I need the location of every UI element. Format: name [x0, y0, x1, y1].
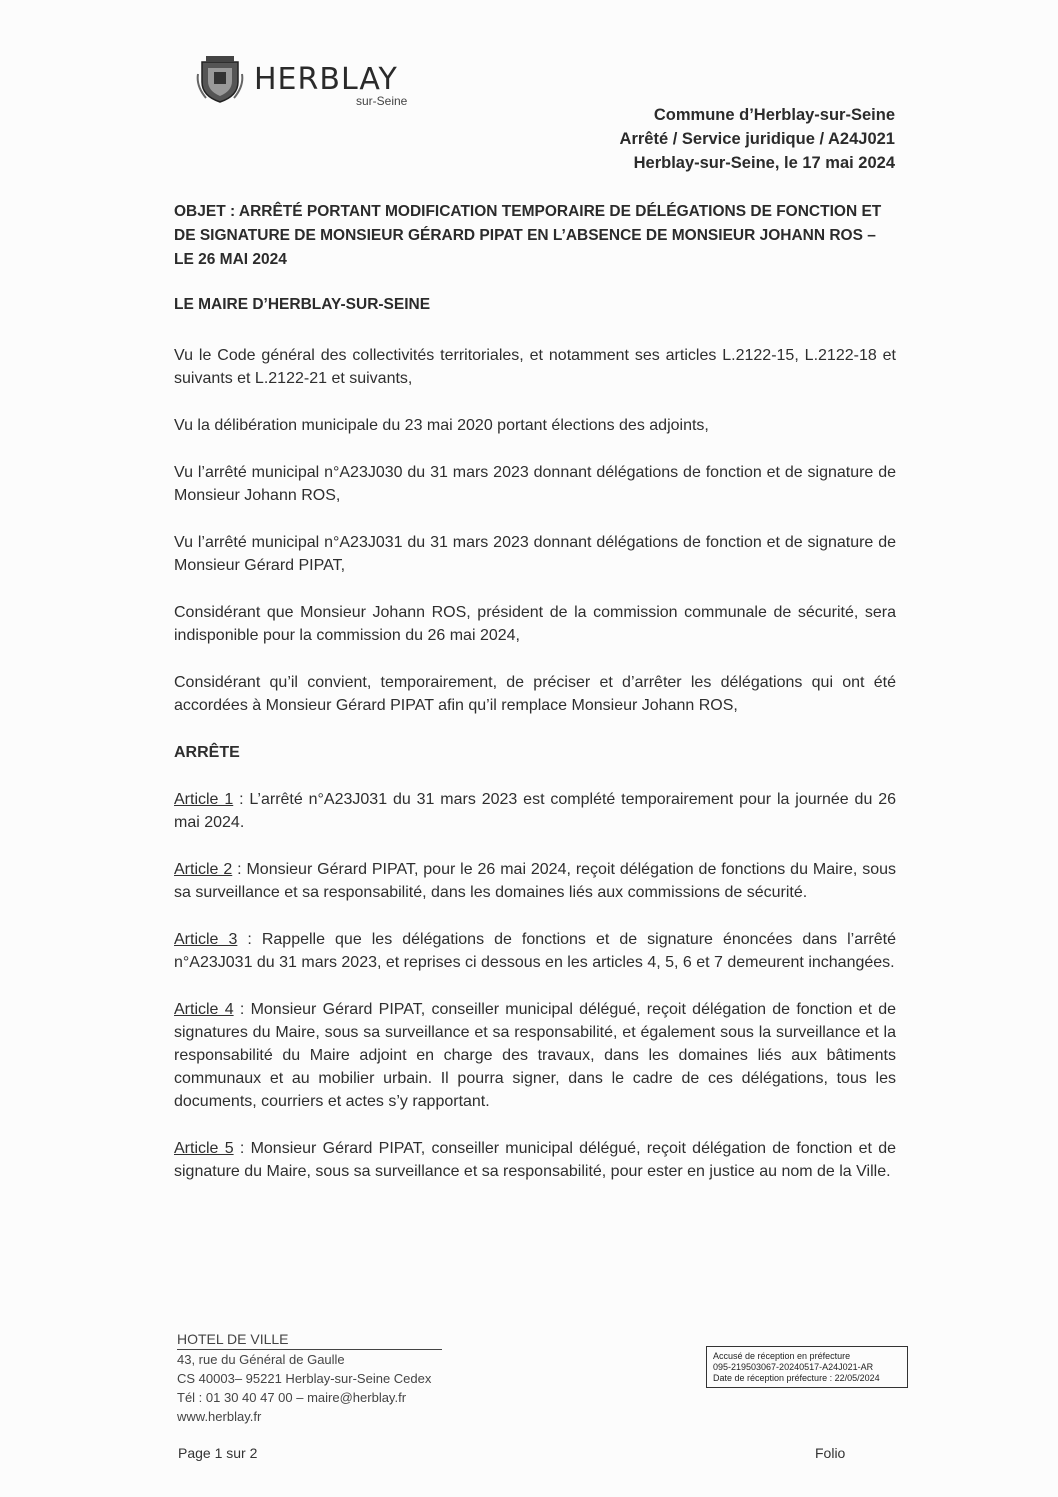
contact-line: Tél : 01 30 40 47 00 – maire@herblay.fr [177, 1390, 407, 1405]
article-paragraph [174, 1137, 896, 1183]
logo-name: HERBLAY [254, 62, 398, 97]
article-label: Article 5 [174, 1140, 234, 1157]
address-line: 43, rue du Général de Gaulle [177, 1352, 345, 1367]
article-paragraph [174, 858, 896, 904]
considerant-paragraph: Vu l’arrêté municipal n°A23J031 du 31 mars 2023 donnant délégations de fonction et de signature de Monsieur Gérard PIPAT, [174, 534, 896, 574]
logo-subtitle: sur-Seine [356, 94, 408, 108]
prefecture-stamp [706, 1346, 908, 1388]
commune-name: Commune d’Herblay-sur-Seine [653, 106, 895, 124]
article-text: : Monsieur Gérard PIPAT, conseiller municipal délégué, reçoit délégation de fonction et de signature du Maire, sous sa surveillance et sa responsabilité, pour ester en justice au nom de la Ville. [174, 1140, 897, 1180]
stamp-line: Accusé de réception en préfecture [713, 1351, 851, 1361]
considerant-paragraph: Considérant que Monsieur Johann ROS, président de la commission communale de sécurité, sera indisponible pour la commission du 26 mai 2024, [174, 604, 896, 644]
article-label: Article 4 [174, 1001, 234, 1018]
reference-line: Arrêté / Service juridique / A24J021 [619, 130, 895, 148]
considerant-paragraph: Vu l’arrêté municipal n°A23J030 du 31 mars 2023 donnant délégations de fonction et de signature de Monsieur Johann ROS, [174, 464, 896, 504]
article-paragraph [174, 928, 896, 974]
considerant-paragraph: Vu le Code général des collectivités territoriales, et notamment ses articles L.2122-15, L.2122-18 et suivants et L.2122-21 et suivants, [174, 347, 896, 387]
article-label: Article 2 [174, 861, 233, 878]
hotel-de-ville-label: HOTEL DE VILLE [177, 1330, 442, 1350]
website-link[interactable]: www.herblay.fr [177, 1409, 262, 1424]
objet-title: OBJET : ARRÊTÉ PORTANT MODIFICATION TEMPORAIRE DE DÉLÉGATIONS DE FONCTION ET DE SIGNATURE DE MONSIEUR GÉRARD PIPAT EN L’ABSENCE DE MONSIEUR JOHANN ROS – LE 26 MAI 2024 [174, 203, 882, 268]
folio-label: Folio [815, 1445, 846, 1461]
article-label: Article 3 [174, 931, 238, 948]
city-seal-icon [196, 54, 244, 104]
address-line: CS 40003– 95221 Herblay-sur-Seine Cedex [177, 1371, 432, 1386]
article-paragraph [174, 998, 896, 1113]
maire-heading: LE MAIRE D’HERBLAY-SUR-SEINE [174, 296, 431, 313]
herblay-logo [196, 52, 436, 112]
page-number: Page 1 sur 2 [178, 1445, 258, 1461]
considerant-paragraph: Considérant qu’il convient, temporairement, de préciser et d’arrêter les délégations qui ont été accordées à Monsieur Gérard PIPAT afin qu’il remplace Monsieur Johann ROS, [174, 674, 896, 714]
considerant-paragraph: Vu la délibération municipale du 23 mai 2020 portant élections des adjoints, [174, 417, 709, 434]
article-text: : Rappelle que les délégations de fonctions et de signature énoncées dans l’arrêté n°A23J031 du 31 mars 2023, et reprises ci dessous en les articles 4, 5, 6 et 7 demeurent inchangées. [174, 931, 897, 971]
stamp-line: Date de réception préfecture : 22/05/2024 [713, 1373, 880, 1383]
article-label: Article 1 [174, 791, 234, 808]
date-line: Herblay-sur-Seine, le 17 mai 2024 [633, 154, 895, 172]
article-paragraph [174, 788, 896, 834]
article-text: : Monsieur Gérard PIPAT, pour le 26 mai 2024, reçoit délégation de fonctions du Maire, sous sa surveillance et sa responsabilité, dans les domaines liés aux commissions de sécurité. [174, 861, 897, 901]
arrete-heading: ARRÊTE [174, 744, 240, 761]
footer-address [177, 1330, 442, 1426]
article-text: : L’arrêté n°A23J031 du 31 mars 2023 est complété temporairement pour la journée du 26 mai 2024. [174, 791, 896, 831]
article-text: : Monsieur Gérard PIPAT, conseiller municipal délégué, reçoit délégation de fonction et de signatures du Maire, sous sa surveillance et sa responsabilité, et également sous la surveillance et la responsabilité du Maire adjoint en charge des travaux, dans les domaines liés aux bâtiments communaux et au mobilier urbain. Il pourra signer, dans le cadre de ces délégations, tous les documents, courriers et actes s’y rapportant. [174, 1001, 897, 1110]
document-header [620, 103, 895, 175]
stamp-line: 095-219503067-20240517-A24J021-AR [713, 1362, 874, 1372]
document-body [174, 344, 896, 1207]
